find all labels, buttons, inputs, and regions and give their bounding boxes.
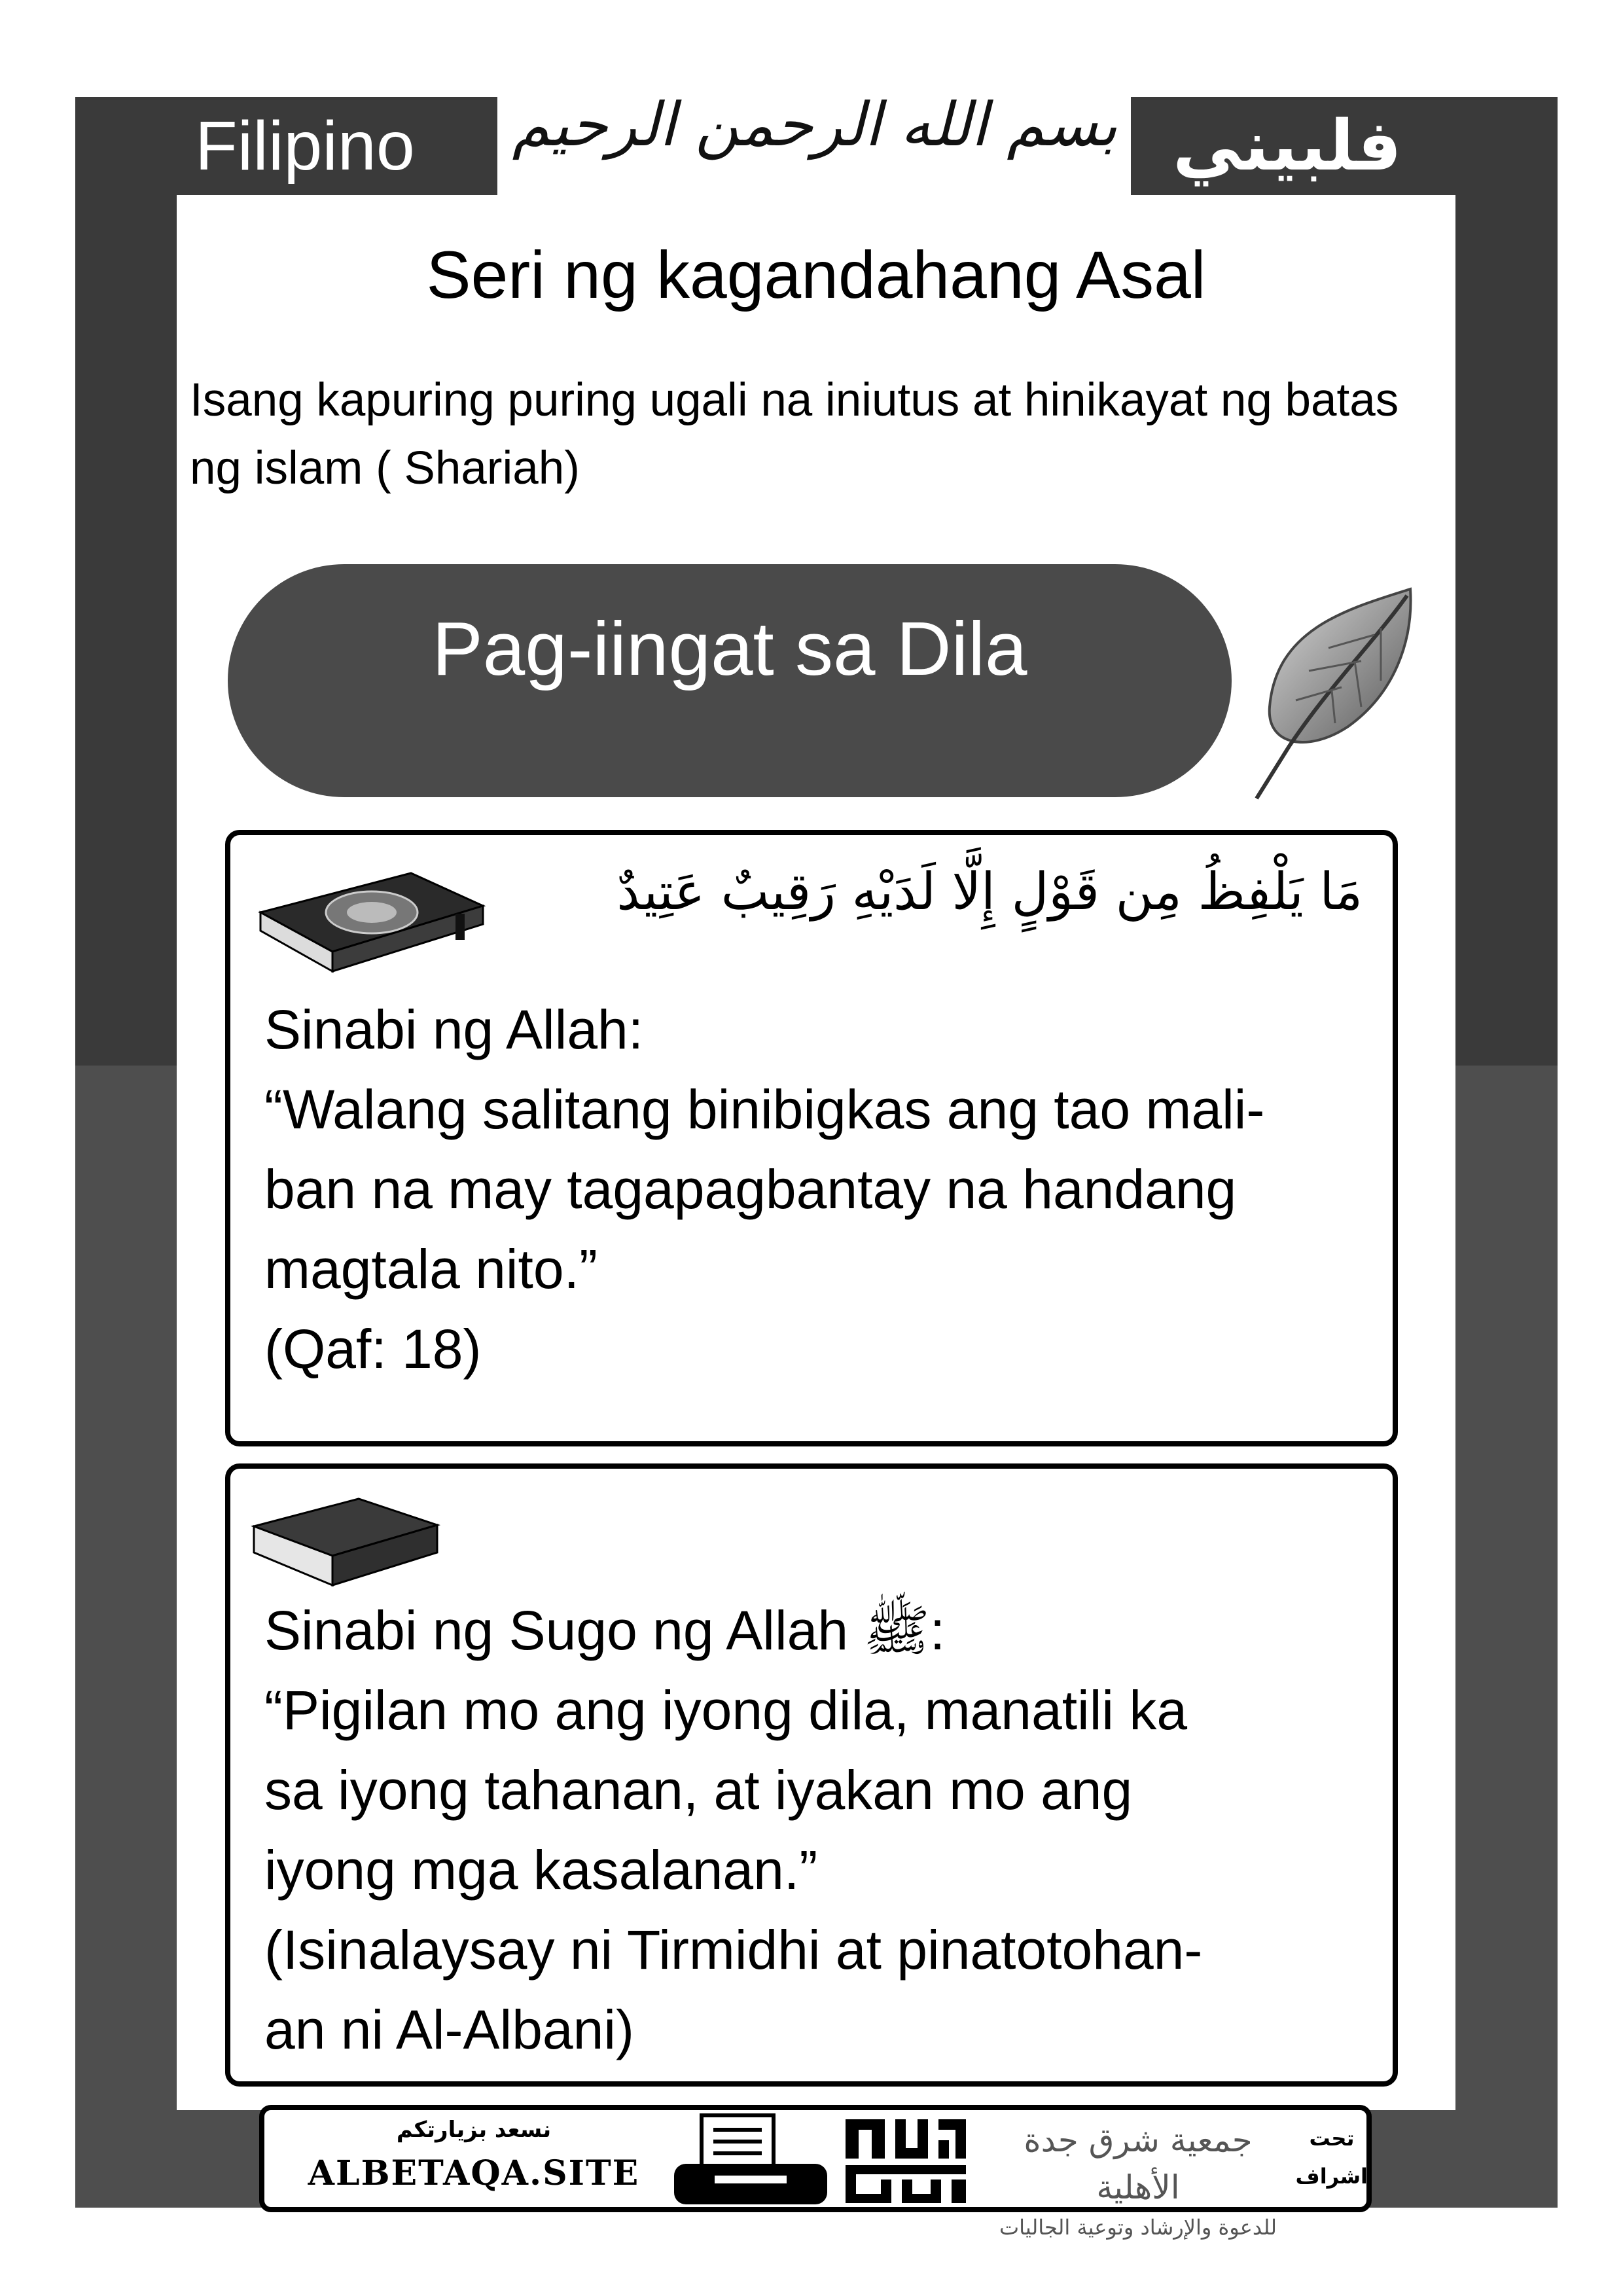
organization-name-line2: للدعوة والإرشاد وتوعية الجاليات bbox=[999, 2215, 1277, 2240]
quran-translation-text: Sinabi ng Allah: “Walang salitang binibigkas ang tao mali- ban na may tagapagbantay na handang magtala nito.” (Qaf: 18) bbox=[264, 999, 1265, 1380]
topic-title: Pag-iingat sa Dila bbox=[432, 606, 1027, 691]
hadith-text: Sinabi ng Sugo ng Allah ﷺ: “Pigilan mo ang iyong dila, manatili ka sa iyong tahanan, at iyakan mo ang iyong mga kasalanan.” (Isinalaysay ni Tirmidhi at pinatotohan- an ni Al-Albani) bbox=[264, 1600, 1203, 2060]
language-label-english: Filipino bbox=[195, 107, 415, 185]
site-link[interactable]: ALBETAQA.SITE bbox=[308, 2153, 640, 2193]
quran-verse-card bbox=[225, 830, 1398, 1446]
footer-bar bbox=[259, 2105, 1372, 2240]
quran-arabic-verse: مَا يَلْفِظُ مِن قَوْلٍ إِلَّا لَدَيْهِ رَقِيبٌ عَتِيدٌ bbox=[616, 863, 1363, 922]
hadith-card bbox=[225, 1463, 1398, 2087]
series-title: Seri ng kagandahang Asal bbox=[426, 238, 1206, 312]
language-label-arabic: فلبيني bbox=[1173, 105, 1402, 186]
organization-name-line1: جمعية شرق جدة الأهلية bbox=[1024, 2121, 1253, 2206]
visit-message: نسعد بزيارتكم bbox=[396, 2117, 552, 2143]
closed-book-icon bbox=[247, 1487, 444, 1598]
supervision-label: تحت اشراف bbox=[1295, 2126, 1368, 2189]
basmala-calligraphy: بسم الله الرحمن الرحيم bbox=[512, 89, 1118, 160]
organization-name bbox=[984, 2117, 1292, 2244]
kufic-logo-icon bbox=[840, 2114, 971, 2208]
leaf-icon bbox=[1250, 583, 1427, 805]
printer-icon bbox=[669, 2113, 832, 2210]
topic-banner bbox=[228, 564, 1232, 797]
intro-text: Isang kapuring puring ugali na iniutus at hinikayat ng batas ng islam ( Shariah) bbox=[190, 374, 1399, 494]
quran-book-icon bbox=[247, 853, 496, 984]
